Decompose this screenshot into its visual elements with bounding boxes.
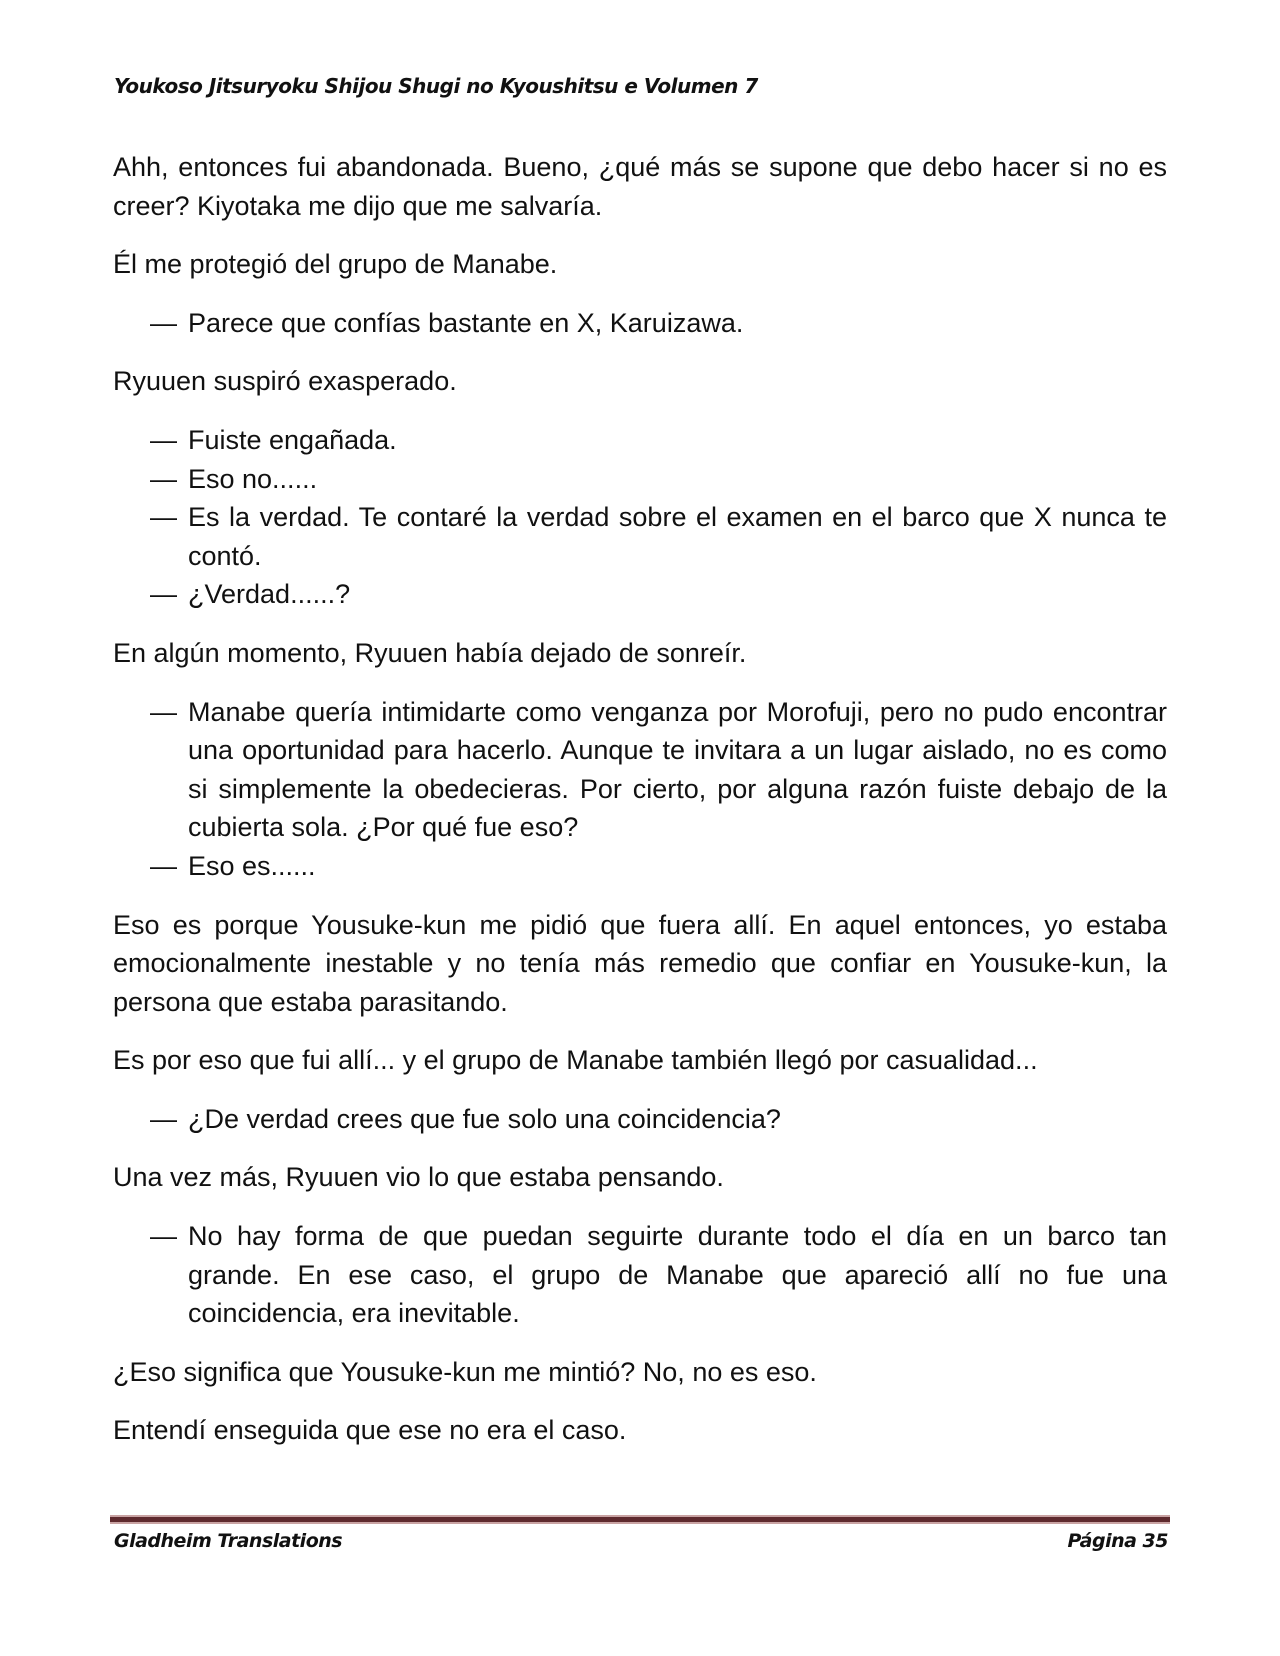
- dialogue-text: Eso no......: [188, 463, 318, 494]
- paragraph: Es por eso que fui allí... y el grupo de Manabe también llegó por casualidad...: [113, 1045, 1038, 1076]
- paragraph: Entendí enseguida que ese no era el caso.: [113, 1415, 627, 1446]
- dialogue-dash: —: [150, 502, 177, 533]
- dialogue-line: [113, 1217, 1167, 1333]
- paragraph: Ahh, entonces fui abandonada. Bueno, ¿qué más se supone que debo hacer si no es creer? Kiyotaka me dijo que me salvaría.: [113, 152, 1167, 221]
- paragraph: Eso es porque Yousuke-kun me pidió que fuera allí. En aquel entonces, yo estaba emocionalmente inestable y no tenía más remedio que confiar en Yousuke-kun, la persona que estaba parasitando.: [113, 909, 1167, 1017]
- dialogue-dash: —: [150, 424, 177, 455]
- dialogue-text: Manabe quería intimidarte como venganza por Morofuji, pero no pudo encontrar una oportunidad para hacerlo. Aunque te invitara a un lugar aislado, no es como si simplemente la obedecieras. Por cierto, por alguna razón fuiste debajo de la cubierta sola. ¿Por qué fue eso?: [188, 696, 1167, 843]
- dialogue-dash: —: [150, 463, 177, 494]
- dialogue-line: [113, 1100, 1167, 1139]
- dialogue-block: [113, 693, 1167, 886]
- paragraph: Una vez más, Ryuuen vio lo que estaba pensando.: [113, 1162, 724, 1193]
- dialogue-line: [113, 304, 1167, 343]
- dialogue-line: [113, 847, 1167, 886]
- dialogue-dash: —: [150, 307, 177, 338]
- dialogue-dash: —: [150, 1221, 177, 1252]
- dialogue-block: [113, 1217, 1167, 1333]
- dialogue-line: [113, 421, 1167, 460]
- dialogue-block: [113, 1100, 1167, 1139]
- dialogue-block: [113, 421, 1167, 614]
- dialogue-dash: —: [150, 579, 177, 610]
- dialogue-text: Es la verdad. Te contaré la verdad sobre el examen en el barco que X nunca te contó.: [188, 502, 1167, 571]
- page-number: Página 35: [1067, 1530, 1168, 1552]
- dialogue-text: Eso es......: [188, 850, 316, 881]
- paragraph: Él me protegió del grupo de Manabe.: [113, 249, 558, 280]
- dialogue-block: [113, 304, 1167, 343]
- running-header: Youkoso Jitsuryoku Shijou Shugi no Kyoushitsu e Volumen 7: [114, 74, 758, 98]
- footer-publisher: Gladheim Translations: [114, 1530, 343, 1552]
- dialogue-line: [113, 575, 1167, 614]
- paragraph: Ryuuen suspiró exasperado.: [113, 366, 457, 397]
- footer-divider: [110, 1515, 1170, 1524]
- dialogue-line: [113, 498, 1167, 575]
- dialogue-text: ¿Verdad......?: [188, 579, 351, 610]
- dialogue-dash: —: [150, 1103, 177, 1134]
- paragraph: ¿Eso significa que Yousuke-kun me mintió? No, no es eso.: [113, 1356, 817, 1387]
- dialogue-line: [113, 460, 1167, 499]
- dialogue-text: No hay forma de que puedan seguirte durante todo el día en un barco tan grande. En ese caso, el grupo de Manabe que apareció allí no fue una coincidencia, era inevitable.: [188, 1221, 1167, 1329]
- dialogue-text: Fuiste engañada.: [188, 424, 397, 455]
- dialogue-dash: —: [150, 850, 177, 881]
- dialogue-text: ¿De verdad crees que fue solo una coincidencia?: [188, 1103, 781, 1134]
- dialogue-text: Parece que confías bastante en X, Karuizawa.: [188, 307, 744, 338]
- page-body: [113, 148, 1167, 1470]
- dialogue-dash: —: [150, 696, 177, 727]
- dialogue-line: [113, 693, 1167, 847]
- paragraph: En algún momento, Ryuuen había dejado de sonreír.: [113, 637, 747, 668]
